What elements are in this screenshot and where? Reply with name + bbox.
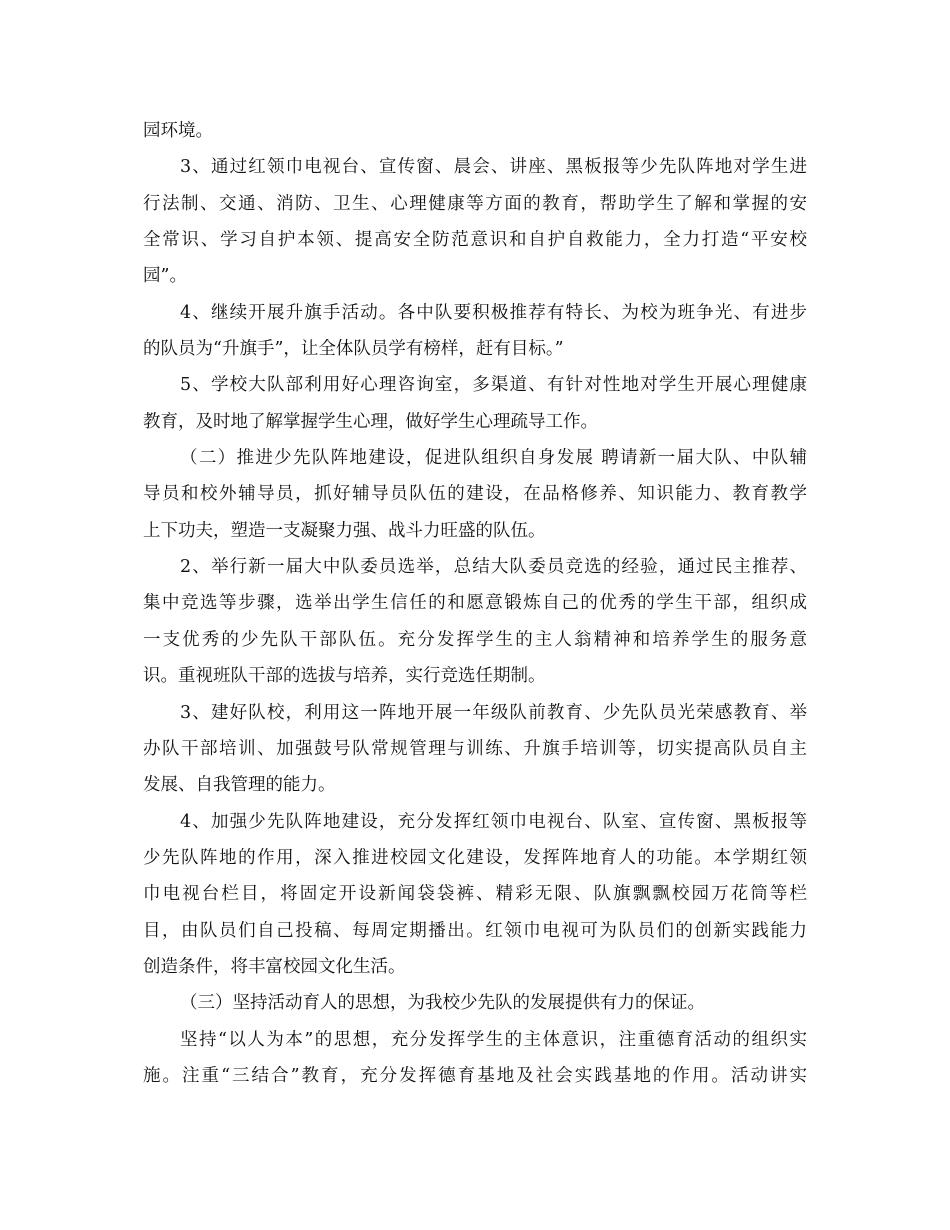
text-line: 园环境。 [143,121,213,141]
text-line: 识。重视班队干部的选拔与培养，实行竞选任期制。 [143,666,546,687]
text-line: 园”。 [143,266,187,287]
text-line: 创造条件，将丰富校园文化生活。 [143,956,406,977]
text-line: 3、建好队校，利用这一阵地开展一年级队前教育、少先队员光荣感教育、举 [180,702,807,723]
text-line: 少先队阵地的作用，深入推进校园文化建设，发挥阵地育人的功能。本学期红领 [143,847,807,868]
text-line: 坚持“以人为本”的思想，充分发挥学生的主体意识，注重德育活动的组织实 [180,1029,807,1050]
text-line: 集中竞选等步骤，选举出学生信任的和愿意锻炼自己的优秀的学生干部，组织成 [143,593,807,614]
text-line: 一支优秀的少先队干部队伍。充分发挥学生的主人翁精神和培养学生的服务意 [143,629,807,650]
text-line: 的队员为“升旗手”，让全体队员学有榜样，赶有目标。” [143,339,564,360]
text-line: 行法制、交通、消防、卫生、心理健康等方面的教育，帮助学生了解和掌握的安 [143,193,807,214]
text-line: 巾电视台栏目，将固定开设新闻袋袋裤、精彩无限、队旗飘飘校园万花筒等栏 [143,884,807,905]
text-line: 目，由队员们自己投稿、每周定期播出。红领巾电视可为队员们的创新实践能力 [143,920,807,941]
text-line: 办队干部培训、加强鼓号队常规管理与训练、升旗手培训等，切实提高队员自主 [143,738,807,759]
text-line: 导员和校外辅导员，抓好辅导员队伍的建设，在品格修养、知识能力、教育教学 [143,484,807,505]
text-line: 上下功夫，塑造一支凝聚力强、战斗力旺盛的队伍。 [143,520,546,541]
text-line: 3、通过红领巾电视台、宣传窗、晨会、讲座、黑板报等少先队阵地对学生进 [180,157,807,178]
text-line: （三）坚持活动育人的思想，为我校少先队的发展提供有力的保证。 [180,993,705,1014]
text-line: 全常识、学习自护本领、提高安全防范意识和自护自救能力，全力打造“平安校 [143,230,807,251]
text-line: 教育，及时地了解掌握学生心理，做好学生心理疏导工作。 [143,411,598,432]
body-text [143,113,807,1094]
text-line: 施。注重“三结合”教育，充分发挥德育基地及社会实践基地的作用。活动讲实 [143,1065,807,1086]
text-line: 4、继续开展升旗手活动。各中队要积极推荐有特长、为校为班争光、有进步 [180,302,807,323]
text-line: 4、加强少先队阵地建设，充分发挥红领巾电视台、队室、宣传窗、黑板报等 [180,811,807,832]
text-line: 发展、自我管理的能力。 [143,775,336,796]
text-line: （二）推进少先队阵地建设，促进队组织自身发展 聘请新一届大队、中队辅 [180,448,807,469]
text-line: 2、举行新一届大中队委员选举，总结大队委员竞选的经验，通过民主推荐、 [180,557,807,578]
text-line: 5、学校大队部利用好心理咨询室，多渠道、有针对性地对学生开展心理健康 [180,375,807,396]
